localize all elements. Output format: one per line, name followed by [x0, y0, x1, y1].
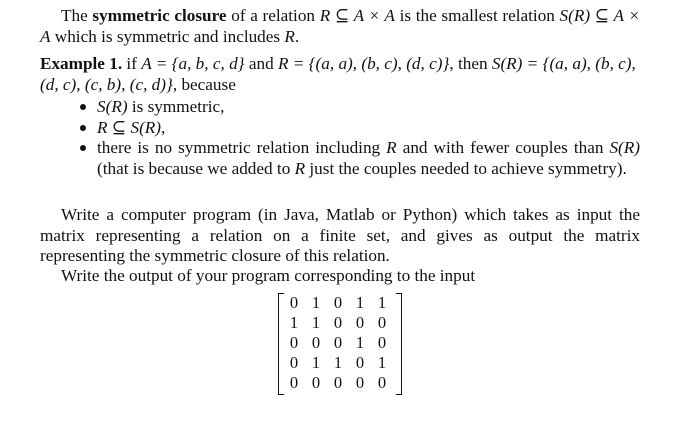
task-paragraph: Write a computer program (in Java, Matlab or Python) which takes as input the matrix representing a relation on a finite set, and gives as output the matrix representing the symmetric closure of this relation. — [40, 205, 640, 266]
math-set-a: A = {a, b, c, d} — [141, 54, 245, 73]
math-r: R — [284, 26, 295, 46]
math-s-r: S(R) — [97, 97, 128, 116]
matrix-row — [283, 313, 393, 333]
list-item — [40, 118, 640, 139]
math-closure-subset: S(R) ⊆ A × A — [40, 6, 640, 46]
matrix-cell: 1 — [311, 353, 321, 372]
matrix-cell: 0 — [333, 333, 343, 352]
matrix-cell: 0 — [311, 333, 321, 352]
matrix-cell: 1 — [333, 353, 343, 372]
example-heading: Example 1. — [40, 54, 123, 73]
definition-paragraph — [40, 6, 640, 47]
list-item-text: is symmetric, — [127, 97, 225, 116]
example-text: , because — [172, 74, 236, 94]
list-item-text: (that is because we added to — [97, 158, 295, 178]
list-item — [40, 138, 640, 179]
math-s-r: S(R) — [609, 138, 640, 158]
bullet-icon — [80, 125, 86, 131]
bullet-icon — [80, 145, 86, 151]
matrix-row — [283, 293, 393, 313]
list-item-text: and with fewer couples than — [396, 138, 610, 158]
matrix-cell: 0 — [289, 333, 299, 352]
matrix-cell: 1 — [311, 293, 321, 312]
prompt-paragraph: Write the output of your program corresponding to the input — [61, 266, 476, 285]
math-r-subset-s-r: R ⊆ S(R) — [97, 117, 162, 137]
matrix-table — [283, 293, 393, 393]
matrix-cell: 0 — [377, 373, 387, 392]
example-text: , then — [449, 54, 492, 73]
matrix-cell: 0 — [311, 373, 321, 392]
matrix-cell: 0 — [333, 313, 343, 332]
definition-text: The — [61, 6, 93, 25]
example-text: if — [122, 54, 142, 73]
matrix-cell: 0 — [355, 373, 365, 392]
matrix-row — [283, 373, 393, 393]
matrix-cell: 0 — [355, 313, 365, 332]
matrix-row — [283, 333, 393, 353]
matrix-cell: 1 — [377, 353, 387, 372]
input-matrix — [278, 293, 402, 396]
list-item-text: just the couples needed to achieve symmetry). — [305, 158, 627, 178]
example-paragraph — [40, 54, 640, 95]
right-bracket — [396, 293, 402, 395]
matrix-cell: 0 — [333, 373, 343, 392]
bullet-icon — [80, 104, 86, 110]
matrix-cell: 0 — [377, 333, 387, 352]
math-closure-result: S(R) = {(a, a), (b, c), (d, c), (c, b), (c, d)} — [40, 54, 636, 94]
matrix-cell: 1 — [355, 293, 365, 312]
example-text: and — [244, 54, 278, 73]
definition-text: which is symmetric and includes — [50, 26, 285, 46]
matrix-row — [283, 353, 393, 373]
math-relation-r: R = {(a, a), (b, c), (d, c)} — [277, 54, 450, 73]
list-item-text: , — [161, 117, 166, 137]
math-r: R — [294, 158, 306, 178]
matrix-cell: 1 — [311, 313, 321, 332]
matrix-cell: 0 — [333, 293, 343, 312]
matrix-cell: 0 — [377, 313, 387, 332]
math-r: R — [386, 138, 397, 158]
matrix-cell: 1 — [377, 293, 387, 312]
definition-text: of a relation — [226, 6, 320, 25]
list-item-text: there is no symmetric relation including — [97, 138, 387, 158]
matrix-cell: 0 — [289, 353, 299, 372]
matrix-cell: 1 — [355, 333, 365, 352]
definition-text: is the smallest relation — [394, 6, 560, 25]
definition-text: . — [294, 26, 300, 46]
term-symmetric-closure: symmetric closure — [92, 6, 227, 25]
list-item — [40, 97, 640, 118]
matrix-cell: 0 — [355, 353, 365, 372]
matrix-cell: 0 — [289, 293, 299, 312]
matrix-cell: 0 — [289, 373, 299, 392]
reason-list — [40, 97, 640, 179]
matrix-cell: 1 — [289, 313, 299, 332]
math-relation-subset: R ⊆ A × A — [319, 6, 395, 25]
